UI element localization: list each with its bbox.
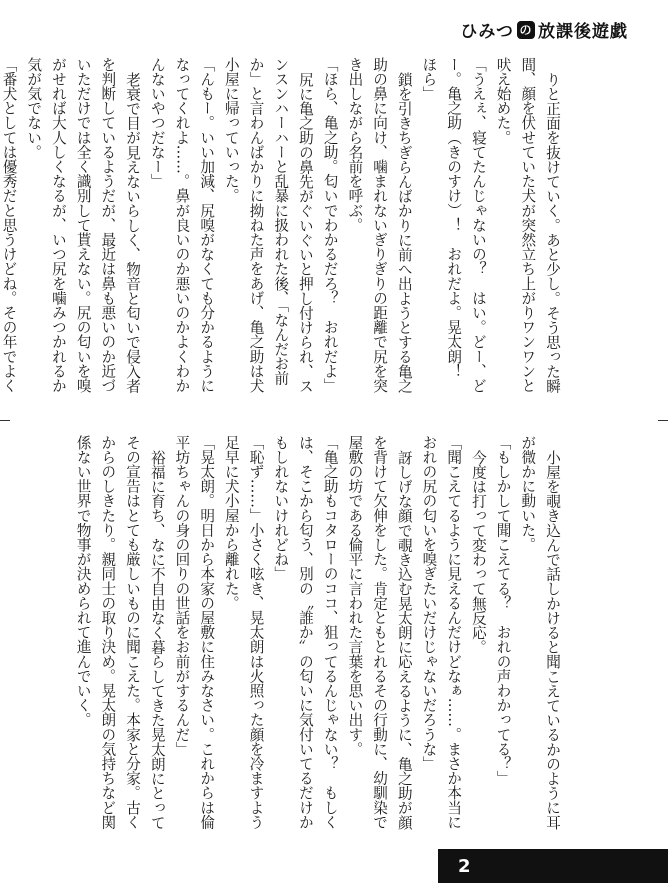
paragraph: 今度は打って変わって無反応。	[469, 449, 487, 654]
paragraph: 鎖を引きちぎらんばかりに前へ出ようとする亀之助の鼻に向け、噛まれないぎりぎりの距離で尻を突き出しながら名前を呼ぶ。	[346, 57, 413, 393]
paragraph: 「亀之助もコタローのココ、狙ってるんじゃない？ もしくは、そこから匂う、別の〝誰か〟の匂いに気付いてるだけかもしれないけれどね」	[272, 435, 339, 830]
paragraph: 「聞こえてるように見えるんだけどなぁ……。まさか本当におれの尻の匂いを嗅ぎたいだけじゃないだろうな」	[420, 435, 463, 830]
header-title-right: 放課後遊戯	[538, 22, 628, 42]
paragraph: 「もしかして聞こえてる？ おれの声わかってる？」	[494, 435, 512, 786]
header-title-badge: の	[517, 21, 535, 39]
paragraph: 小屋を覗き込んで話しかけると聞こえているかのように耳が微かに動いた。	[519, 435, 561, 830]
paragraph: 裕福に育ち、なに不自由なく暮らしてきた晃太朗にとってその宣告はとても厳しいものに聞こえた。本家と分家。古くからのしきたり。親同士の取り決め。晃太朗の気持ちなど関係ない世界で物事が決められて進んでいく。	[74, 435, 166, 830]
paragraph: 訝しげな顔で覗き込む晃太朗に応えるように、亀之助が顔を背けて欠伸をした。肯定ともとれるその行動に、幼馴染で屋敷の坊である倫平に言われた言葉を思い出す。	[346, 435, 413, 830]
paragraph: 「番犬としては優秀だと思うけどね。その年でよく	[0, 57, 18, 393]
paragraph: 「恥ず……」小さく呟き、晃太朗は火照った顔を冷ますよう足早に犬小屋から離れた。	[222, 435, 265, 830]
paragraph: 「んもー。いい加減、尻嗅がなくても分かるようになってくれよ……。鼻が良いのか悪いのかよくわかんないやつだなー」	[148, 57, 216, 393]
paragraph: 「晃太朗。明日から本家の屋敷に住みなさい。これからは倫平坊ちゃんの身の回りの世話をお前がするんだ」	[173, 435, 216, 830]
text-column-bottom	[0, 435, 668, 830]
paragraph: 「うえぇ、寝てたんじゃないの？ はい。どー、どー。亀之助（きのすけ）！ おれだよ。晃太朗！ ほら」	[420, 57, 487, 393]
crop-mark-left	[0, 420, 10, 421]
paragraph: 老衰で目が見えないらしく、物音と匂いで侵入者を判断しているようだが、最近は鼻も悪いのか近づいただけでは全く識別して貰えない。尻の匂いを嗅がせれば大人しくなるが、いつ尻を噛みつかれるか気が気でない。	[25, 57, 142, 393]
page-number: 2	[458, 855, 471, 877]
crop-mark-right	[658, 420, 668, 421]
paragraph: りと正面を抜けていく。あと少し。そう思った瞬間、顔を伏せていた犬が突然立ち上がりワンワンと吠え始めた。	[494, 57, 561, 393]
page-number-bar	[438, 849, 668, 883]
paragraph: 「ほら、亀之助。匂いでわかるだろ？ おれだよ」	[321, 57, 339, 393]
paragraph: 尻に亀之助の鼻先がぐいぐいと押し付けられ、スンスンハーハーと乱暴に扱われた後、「なんだお前か」と言わんばかりに拗ねた声をあげ、亀之助は犬小屋に帰っていった。	[222, 57, 314, 393]
running-header	[460, 17, 628, 42]
header-title-left: ひみつ	[460, 22, 514, 42]
text-column-top	[0, 57, 668, 402]
